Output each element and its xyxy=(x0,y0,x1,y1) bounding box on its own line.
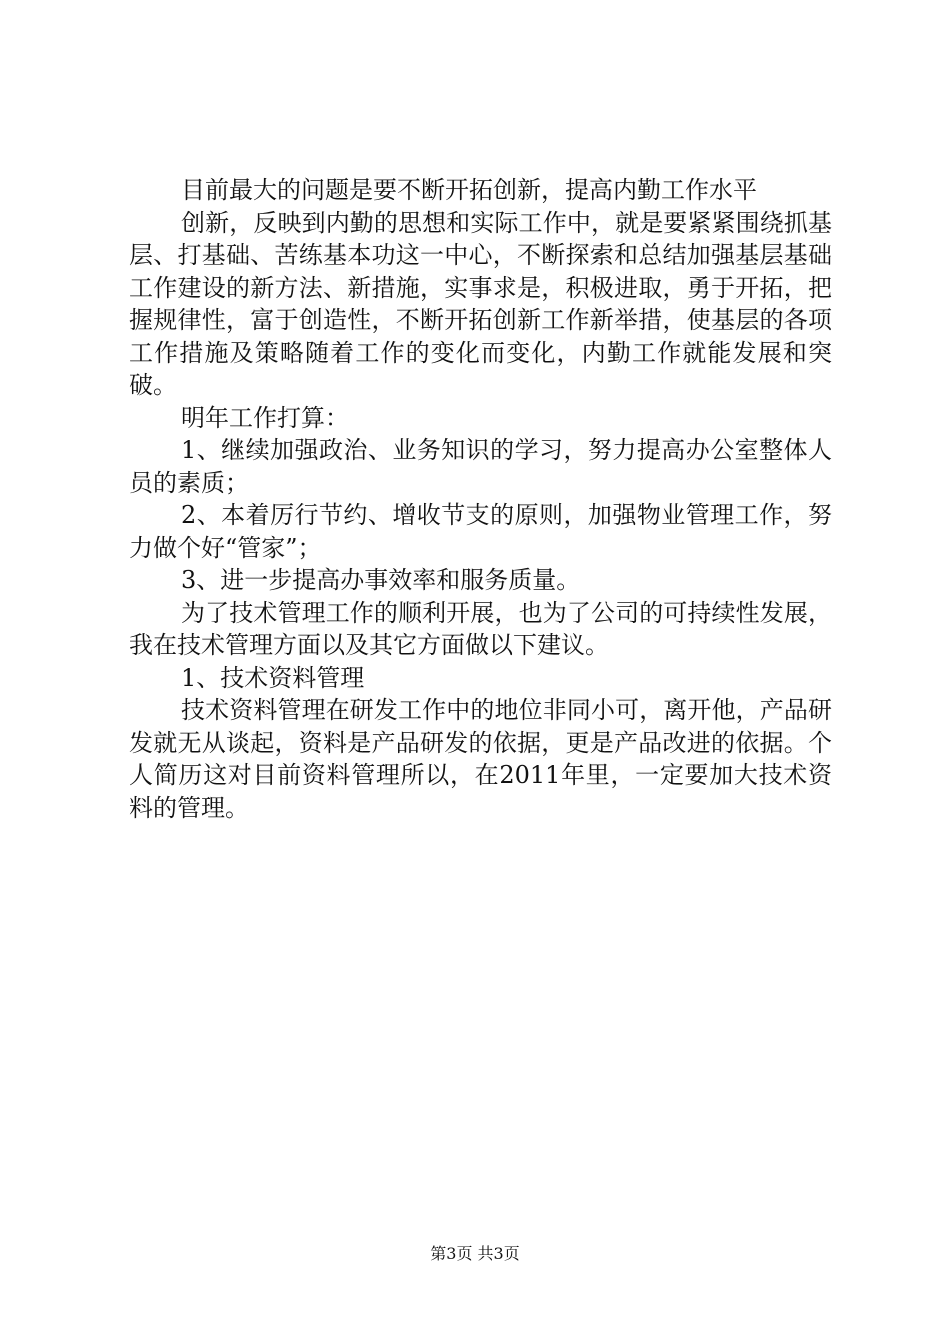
paragraph-next-year-plan: 明年工作打算： xyxy=(181,403,349,432)
paragraph-plan-item-2: 2、本着厉行节约、增收节支的原则，加强物业管理工作，努力做个好“管家”； xyxy=(129,501,832,562)
paragraph-heading-problem: 目前最大的问题是要不断开拓创新，提高内勤工作水平 xyxy=(181,176,757,204)
paragraph-tech-docs-heading: 1、技术资料管理 xyxy=(181,663,365,692)
paragraph-innovation: 创新，反映到内勤的思想和实际工作中，就是要紧紧围绕抓基层、打基础、苦练基本功这一中心，不断探索和总结加强基层基础工作建设的新方法、新措施，实事求是，积极进取，勇于开拓，把握规律性，富于创造性，不断开拓创新工作新举措，使基层的各项工作措施及策略随着工作的变化而变化，内勤工作就能发展和突破。 xyxy=(129,208,832,399)
page-footer: 第3页 共3页 xyxy=(430,1244,520,1263)
document-body xyxy=(129,174,832,824)
paragraph-tech-docs-body: 技术资料管理在研发工作中的地位非同小可，离开他，产品研发就无从谈起，资料是产品研发的依据，更是产品改进的依据。个人简历这对目前资料管理所以，在2011年里，一定要加大技术资料的管理。 xyxy=(129,696,832,822)
paragraph-plan-item-3: 3、进一步提高办事效率和服务质量。 xyxy=(181,566,581,594)
paragraph-suggestions-intro: 为了技术管理工作的顺利开展，也为了公司的可持续性发展，我在技术管理方面以及其它方面做以下建议。 xyxy=(129,598,832,659)
paragraph-plan-item-1: 1、继续加强政治、业务知识的学习，努力提高办公室整体人员的素质； xyxy=(129,436,832,497)
